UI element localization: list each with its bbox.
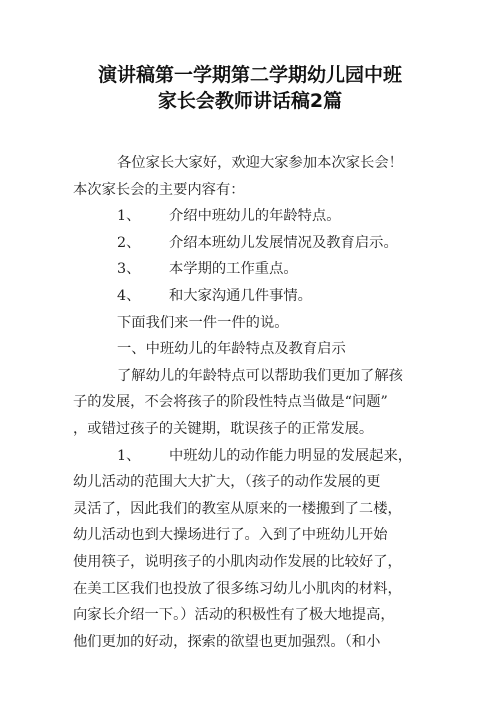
line-text: 下面我们来一件一件的说。 [117, 314, 289, 331]
paragraph-line [73, 522, 439, 549]
line-text: 幼儿活动的范围大大扩大，（孩子的动作发展的更 [73, 474, 381, 491]
paragraph-line [73, 363, 439, 390]
paragraph-line [73, 336, 439, 363]
list-number: 1、 [117, 208, 141, 225]
paragraph-line [73, 283, 439, 310]
list-number: 1、 [117, 447, 141, 464]
line-text: 他们更加的好动，探索的欲望也更加强烈。（和小 [73, 633, 381, 650]
line-text: 各位家长大家好，欢迎大家参加本次家长会！ [117, 155, 403, 171]
list-number: 4、 [117, 287, 141, 304]
paragraph-line [73, 416, 439, 443]
line-text: 介绍中班幼儿的年龄特点。 [169, 208, 341, 225]
list-number: 3、 [117, 261, 141, 278]
paragraph-line [73, 443, 439, 470]
line-text: 使用筷子，说明孩子的小肌肉动作发展的比较好了， [73, 553, 402, 570]
paragraph-line [73, 629, 439, 656]
line-text: 幼儿活动也到大操场进行了。入到了中班幼儿开始 [73, 527, 388, 544]
line-text: 介绍本班幼儿发展情况及教育启示。 [169, 234, 398, 251]
line-text: 本学期的工作重点。 [169, 261, 298, 278]
line-text: 一、中班幼儿的年龄特点及教育启示 [117, 341, 346, 358]
paragraph-line [73, 469, 439, 496]
line-text: 和大家沟通几件事情。 [169, 287, 312, 304]
line-text: ，或错过孩子的关键期，耽误孩子的正常发展。 [73, 420, 374, 437]
line-text: 本次家长会的主要内容有： [73, 181, 245, 198]
paragraph-line [73, 602, 439, 629]
paragraph-line [73, 389, 439, 416]
title-line-1: 演讲稿第一学期第二学期幼儿园中班 [97, 64, 402, 86]
paragraph-line [73, 310, 439, 337]
paragraph-line [73, 203, 439, 230]
paragraph-line [73, 549, 439, 576]
paragraph-line [73, 230, 439, 257]
document-body [73, 150, 439, 655]
line-text: 灵活了，因此我们的教室从原来的一楼搬到了二楼， [73, 500, 402, 517]
document-title [60, 62, 440, 114]
line-text: 了解幼儿的年龄特点可以帮助我们更加了解孩 [117, 367, 403, 384]
paragraph-line [73, 177, 439, 204]
paragraph-line [73, 496, 439, 523]
line-text: 子的发展，不会将孩子的阶段性特点当做是“问题” [73, 394, 388, 411]
paragraph-line [73, 150, 439, 177]
list-number: 2、 [117, 234, 141, 251]
line-text: 中班幼儿的动作能力明显的发展起来， [169, 447, 413, 464]
title-line-2: 家长会教师讲话稿2篇 [157, 90, 343, 112]
line-text: 向家长介绍一下。）活动的积极性有了极大地提高， [73, 607, 395, 624]
line-text: 在美工区我们也投放了很多练习幼儿小肌肉的材料， [73, 580, 402, 597]
paragraph-line [73, 576, 439, 603]
paragraph-line [73, 256, 439, 283]
